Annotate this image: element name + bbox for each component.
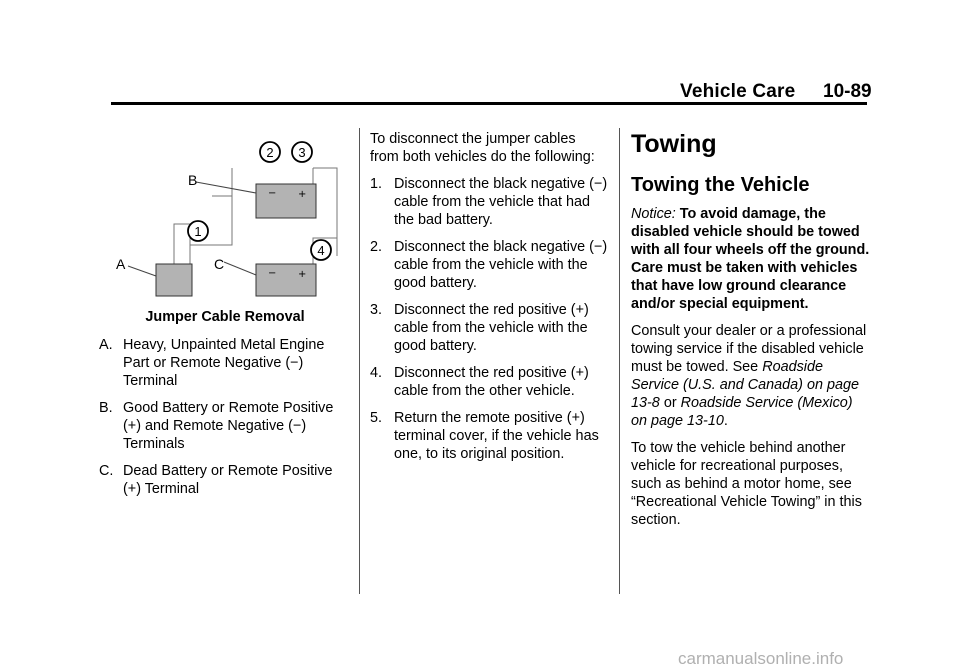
notice-label: Notice: xyxy=(631,206,676,222)
column-divider-right xyxy=(619,128,620,594)
notice-paragraph xyxy=(631,205,871,313)
svg-text:3: 3 xyxy=(298,145,306,160)
step-item xyxy=(370,175,608,229)
leader-b xyxy=(196,182,256,193)
legend-key: A. xyxy=(99,337,113,353)
callout-3 xyxy=(292,142,312,162)
svg-text:2: 2 xyxy=(266,145,274,160)
column-left xyxy=(99,130,351,507)
jumper-cable-diagram xyxy=(110,130,340,300)
subheading-towing-the-vehicle: Towing the Vehicle xyxy=(631,174,810,196)
page-number: 10-89 xyxy=(823,81,872,102)
diagram-legend xyxy=(99,336,351,498)
callout-4 xyxy=(311,240,331,260)
cable-b-to-2 xyxy=(212,168,232,196)
section-heading-towing: Towing xyxy=(631,130,717,158)
step-number: 5. xyxy=(370,410,383,426)
step-text: Disconnect the red positive (+) cable from the vehicle with the good battery. xyxy=(394,302,589,354)
step-number: 1. xyxy=(370,176,383,192)
step-text: Disconnect the black negative (−) cable from the vehicle with the good battery. xyxy=(394,239,608,291)
step-number: 4. xyxy=(370,365,383,381)
legend-item xyxy=(99,399,351,453)
consult-paragraph xyxy=(631,322,871,430)
battery-c xyxy=(256,264,316,296)
step-text: Disconnect the black negative (−) cable from the vehicle that had the bad battery. xyxy=(394,176,608,228)
legend-item xyxy=(99,336,351,390)
legend-text: Heavy, Unpainted Metal Engine Part or Remote Negative (−) Terminal xyxy=(123,337,325,389)
step-item xyxy=(370,409,608,463)
step-item xyxy=(370,364,608,400)
ground-a xyxy=(156,264,192,296)
notice-text: To avoid damage, the disabled vehicle should be towed with all four wheels off the ground. Care must be taken with vehicles that have low ground clearance and/or special equipment. xyxy=(631,206,870,312)
label-c: C xyxy=(214,256,225,272)
legend-text: Good Battery or Remote Positive (+) and Remote Negative (−) Terminals xyxy=(123,400,334,452)
leader-c xyxy=(224,262,256,275)
column-middle xyxy=(370,130,608,472)
legend-item xyxy=(99,462,351,498)
roadside-us-canada-link[interactable]: Roadside Service (U.S. and Canada) on page 13-8 xyxy=(631,359,859,411)
svg-text:1: 1 xyxy=(194,224,202,239)
or-word: or xyxy=(663,395,677,411)
legend-text: Dead Battery or Remote Positive (+) Terminal xyxy=(123,463,333,497)
step-number: 3. xyxy=(370,302,383,318)
battery-b xyxy=(256,184,316,218)
battery-b-minus: − xyxy=(268,188,277,199)
step-number: 2. xyxy=(370,239,383,255)
column-divider-left xyxy=(359,128,360,594)
battery-c-minus: − xyxy=(268,268,277,279)
svg-text:4: 4 xyxy=(317,243,325,258)
legend-key: C. xyxy=(99,463,114,479)
callout-1 xyxy=(188,221,208,241)
battery-b-plus: + xyxy=(298,189,307,200)
label-b: B xyxy=(188,172,198,188)
step-text: Return the remote positive (+) terminal cover, if the vehicle has one, to its original position. xyxy=(394,410,599,462)
consult-period: . xyxy=(723,413,728,429)
callout-2 xyxy=(260,142,280,162)
header-rule xyxy=(111,102,867,105)
column-right xyxy=(631,130,871,538)
step-text: Disconnect the red positive (+) cable from the other vehicle. xyxy=(394,365,589,399)
watermark: carmanualsonline.info xyxy=(678,649,844,668)
label-a: A xyxy=(116,256,126,272)
disconnect-intro: To disconnect the jumper cables from both vehicles do the following: xyxy=(370,131,595,165)
battery-c-plus: + xyxy=(298,269,307,280)
header-title: Vehicle Care xyxy=(680,81,796,102)
disconnect-steps xyxy=(370,175,608,463)
diagram-caption: Jumper Cable Removal xyxy=(145,309,305,325)
rv-paragraph: To tow the vehicle behind another vehicle for recreational purposes, such as behind a motor home, see “Recreational Vehicle Towing” in this section. xyxy=(631,440,862,528)
leader-a xyxy=(128,266,156,276)
step-item xyxy=(370,238,608,292)
step-item xyxy=(370,301,608,355)
legend-key: B. xyxy=(99,400,113,416)
consult-text: Consult your dealer or a professional towing service if the disabled vehicle must be towed. See xyxy=(631,323,867,375)
roadside-mexico-link[interactable]: Roadside Service (Mexico) on page 13-10 xyxy=(631,395,853,429)
